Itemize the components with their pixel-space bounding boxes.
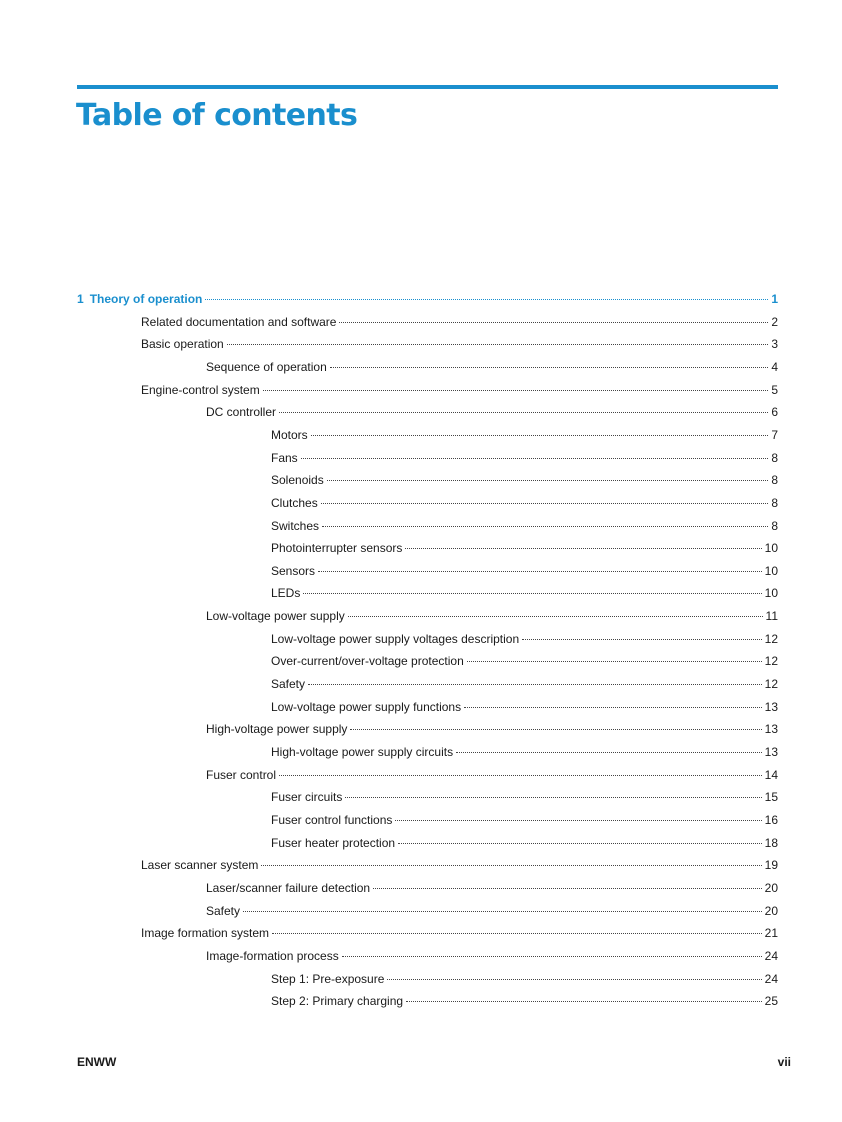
toc-entry-title xyxy=(271,583,300,603)
toc-page-number: 10 xyxy=(764,586,778,601)
toc-page-number: 13 xyxy=(764,699,778,714)
toc-entry[interactable] xyxy=(271,561,778,581)
toc-chapter-entry[interactable] xyxy=(77,289,778,309)
toc-entry-title xyxy=(206,402,276,422)
toc-entry-title xyxy=(271,493,318,513)
toc-entry-label: LEDs xyxy=(271,586,301,601)
toc-entry-title xyxy=(271,629,519,649)
toc-entry-title xyxy=(271,448,298,468)
toc-dot-leader xyxy=(387,979,761,980)
toc-page-number: 4 xyxy=(771,359,778,374)
toc-entry[interactable] xyxy=(271,991,778,1011)
toc-entry[interactable] xyxy=(206,402,778,422)
toc-entry[interactable] xyxy=(271,787,778,807)
toc-page-number: 8 xyxy=(771,473,778,488)
toc-entry-label: Fuser control xyxy=(206,767,277,782)
toc-entry-title xyxy=(271,742,453,762)
toc-page-number: 8 xyxy=(771,495,778,510)
toc-entry-title xyxy=(77,289,202,309)
toc-dot-leader xyxy=(279,775,762,776)
toc-page-number: 6 xyxy=(771,405,778,420)
toc-entry[interactable] xyxy=(141,334,778,354)
toc-dot-leader xyxy=(205,299,768,300)
toc-dot-leader xyxy=(405,548,761,549)
toc-dot-leader xyxy=(279,412,768,413)
toc-entry-label: Laser/scanner failure detection xyxy=(206,880,371,895)
toc-entry-label: Laser scanner system xyxy=(141,858,259,873)
toc-entry-title xyxy=(271,674,305,694)
toc-entry-title xyxy=(141,855,258,875)
toc-entry-label: Fuser circuits xyxy=(271,790,343,805)
toc-page-number: 19 xyxy=(764,858,778,873)
toc-entry-title xyxy=(141,380,260,400)
toc-entry-label: Low-voltage power supply xyxy=(206,609,345,624)
toc-page-number: 12 xyxy=(764,677,778,692)
toc-entry-label: Step 2: Primary charging xyxy=(271,994,404,1009)
toc-entry[interactable] xyxy=(141,855,778,875)
toc-entry-label: Basic operation xyxy=(141,337,224,352)
toc-entry[interactable] xyxy=(271,516,778,536)
toc-entry-title xyxy=(206,719,347,739)
toc-entry-title xyxy=(271,787,342,807)
toc-page-number: 20 xyxy=(764,880,778,895)
toc-entry-title xyxy=(271,810,392,830)
toc-entry-label: Over-current/over-voltage protection xyxy=(271,654,464,669)
toc-dot-leader xyxy=(342,956,762,957)
toc-page-number: 13 xyxy=(764,745,778,759)
toc-dot-leader xyxy=(272,933,762,934)
toc-entry[interactable] xyxy=(271,448,778,468)
page-title: Table of contents xyxy=(76,98,358,133)
toc-entry-label: Fuser heater protection xyxy=(271,835,396,850)
toc-entry-title xyxy=(141,923,269,943)
toc-page-number: 24 xyxy=(764,971,778,986)
toc-dot-leader xyxy=(467,661,762,662)
toc-entry-label: Image-formation process xyxy=(206,948,339,963)
toc-dot-leader xyxy=(301,458,769,459)
toc-dot-leader xyxy=(308,684,762,685)
toc-entry[interactable] xyxy=(271,425,778,445)
toc-dot-leader xyxy=(303,593,761,594)
toc-entry[interactable] xyxy=(271,810,778,830)
toc-page-number: 10 xyxy=(764,563,778,578)
toc-entry-title xyxy=(271,697,461,717)
toc-entry-label: Fans xyxy=(271,450,298,465)
toc-page-number: 21 xyxy=(764,926,778,941)
toc-chapter-number: 1 xyxy=(77,292,84,306)
toc-entry-label: DC controller xyxy=(206,405,277,420)
toc-entry[interactable] xyxy=(271,833,778,853)
toc-entry[interactable] xyxy=(206,719,778,739)
toc-entry-title xyxy=(271,425,308,445)
toc-dot-leader xyxy=(322,526,768,527)
toc-entry[interactable] xyxy=(271,629,778,649)
toc-dot-leader xyxy=(398,843,762,844)
toc-entry[interactable] xyxy=(206,765,778,785)
toc-entry[interactable] xyxy=(271,697,778,717)
toc-entry-label: Low-voltage power supply functions xyxy=(271,699,462,714)
toc-dot-leader xyxy=(350,729,761,730)
toc-entry-title xyxy=(206,878,370,898)
toc-dot-leader xyxy=(318,571,762,572)
toc-entry-label: Related documentation and software xyxy=(141,314,337,329)
toc-entry[interactable] xyxy=(141,923,778,943)
toc-entry[interactable] xyxy=(271,674,778,694)
toc-entry-title xyxy=(271,538,402,558)
toc-entry[interactable] xyxy=(271,493,778,513)
toc-page-number: 10 xyxy=(764,541,778,556)
toc-entry[interactable] xyxy=(271,583,778,603)
toc-entry-title xyxy=(206,357,327,377)
toc-entry[interactable] xyxy=(271,538,778,558)
toc-dot-leader xyxy=(345,797,761,798)
toc-entry-title xyxy=(141,334,224,354)
toc-entry-label: Clutches xyxy=(271,495,318,510)
toc-dot-leader xyxy=(522,639,762,640)
toc-entry[interactable] xyxy=(206,357,778,377)
toc-entry-title xyxy=(271,470,324,490)
toc-dot-leader xyxy=(327,480,769,481)
footer-left: ENWW xyxy=(77,1055,117,1069)
toc-dot-leader xyxy=(373,888,762,889)
toc-page-number: 3 xyxy=(771,337,778,352)
toc-page-number: 8 xyxy=(771,450,778,465)
toc-entry-label: High-voltage power supply circuits xyxy=(271,745,454,759)
toc-dot-leader xyxy=(464,707,762,708)
toc-dot-leader xyxy=(330,367,769,368)
toc-entry[interactable] xyxy=(271,651,778,671)
toc-entry-label: Switches xyxy=(271,518,320,533)
toc-page-number: 20 xyxy=(764,903,778,918)
toc-entry-title xyxy=(271,969,384,989)
title-rule xyxy=(77,85,778,89)
toc-entry[interactable] xyxy=(141,380,778,400)
toc-dot-leader xyxy=(339,322,768,323)
toc-dot-leader xyxy=(227,344,769,345)
toc-entry-label: Sequence of operation xyxy=(206,359,327,374)
toc-page-number: 24 xyxy=(764,948,778,963)
toc-entry-title xyxy=(141,312,336,332)
toc-entry-title xyxy=(271,991,403,1011)
toc-entry[interactable] xyxy=(271,470,778,490)
toc-entry-label: Safety xyxy=(271,677,306,692)
toc-dot-leader xyxy=(406,1001,762,1002)
toc-entry-label: Engine-control system xyxy=(141,382,260,397)
toc-entry-title xyxy=(271,516,319,536)
footer-page-number: vii xyxy=(777,1055,791,1069)
toc-entry-label: Fuser control functions xyxy=(271,812,393,827)
toc-page-number: 8 xyxy=(771,518,778,533)
toc-entry-label: High-voltage power supply xyxy=(206,722,348,737)
toc-entry-label: Safety xyxy=(206,903,241,918)
toc-page-number: 11 xyxy=(765,609,778,624)
toc-entry-title xyxy=(206,606,345,626)
toc-entry-title xyxy=(206,765,276,785)
toc-entry-label: Motors xyxy=(271,427,308,442)
toc-page-number: 7 xyxy=(771,427,778,442)
toc-entry-label: Theory of operation xyxy=(89,292,203,306)
toc-entry[interactable] xyxy=(206,946,778,966)
toc-entry[interactable] xyxy=(141,312,778,332)
toc-dot-leader xyxy=(456,752,762,753)
toc-dot-leader xyxy=(395,820,761,821)
toc-page-number: 2 xyxy=(771,314,778,329)
toc-page-number: 15 xyxy=(764,790,778,805)
toc-entry-title xyxy=(271,561,315,581)
toc-entry-label: Sensors xyxy=(271,563,316,578)
toc-entry[interactable] xyxy=(206,901,778,921)
toc-entry-label: Image formation system xyxy=(141,926,270,941)
toc-entry-label: Photointerrupter sensors xyxy=(271,541,403,556)
toc-page-number: 14 xyxy=(764,767,778,782)
toc-page-number: 25 xyxy=(764,994,778,1009)
toc-entry-title xyxy=(271,833,395,853)
toc-page-number: 1 xyxy=(771,292,778,306)
toc-entry-label: Step 1: Pre-exposure xyxy=(271,971,385,986)
toc-page-number: 18 xyxy=(764,835,778,850)
toc-dot-leader xyxy=(311,435,769,436)
toc-entry-label: Solenoids xyxy=(271,473,324,488)
toc-entry[interactable] xyxy=(206,878,778,898)
toc-entry-title xyxy=(271,651,464,671)
toc-entry[interactable] xyxy=(271,969,778,989)
toc-entry-title xyxy=(206,946,339,966)
toc-entry[interactable] xyxy=(206,606,778,626)
toc-entry-title xyxy=(206,901,240,921)
toc-dot-leader xyxy=(321,503,769,504)
toc-dot-leader xyxy=(261,865,761,866)
toc-page-number: 16 xyxy=(764,812,778,827)
toc-dot-leader xyxy=(348,616,763,617)
toc-dot-leader xyxy=(243,911,762,912)
toc-page-number: 12 xyxy=(764,654,778,669)
toc-dot-leader xyxy=(263,390,769,391)
toc-page-number: 13 xyxy=(764,722,778,737)
toc-page-number: 12 xyxy=(764,631,778,646)
toc-entry-label: Low-voltage power supply voltages description xyxy=(271,631,520,646)
toc-entry[interactable] xyxy=(271,742,778,762)
toc-page-number: 5 xyxy=(771,382,778,397)
